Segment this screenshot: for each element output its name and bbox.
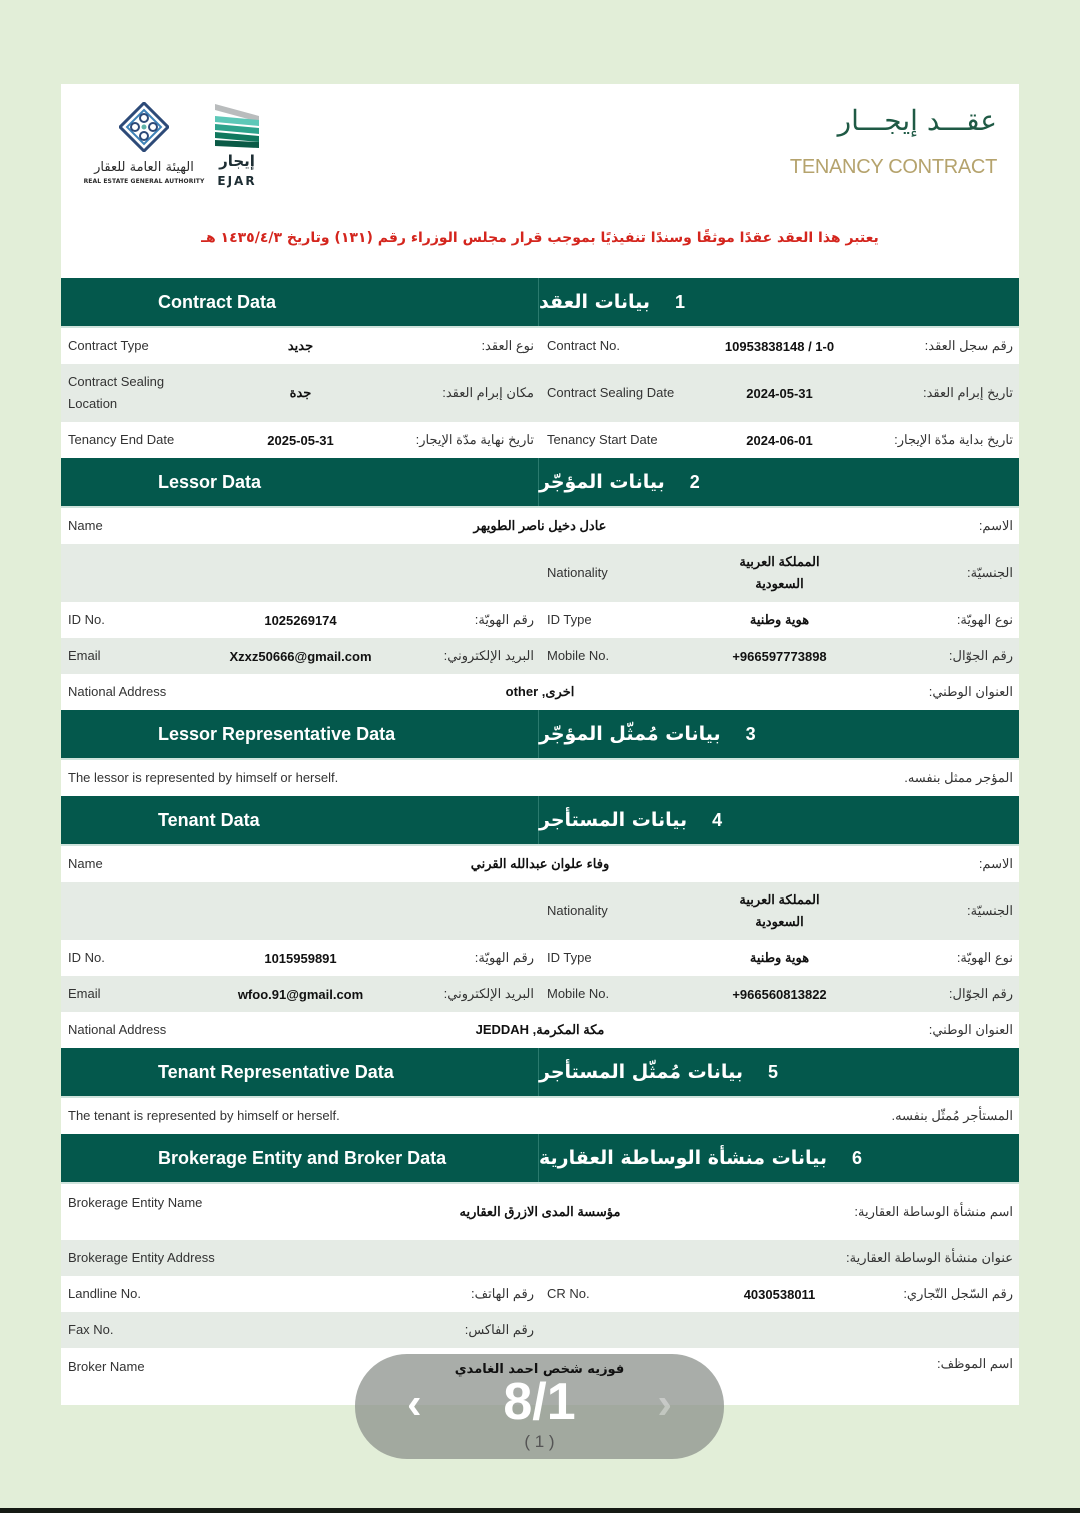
field-label-ar: اسم منشأة الوساطة العقارية: — [854, 1204, 1013, 1219]
field-label-en: Landline No. — [68, 1286, 141, 1301]
table-row — [61, 1276, 1019, 1312]
table-row — [61, 544, 1019, 602]
field-label-ar: رقم سجل العقد: — [924, 338, 1013, 353]
table-row — [61, 1312, 1019, 1348]
section-title-ar: بيانات مُمثّل المؤجّر — [539, 723, 721, 745]
lessor-mobile: +966597773898 — [732, 648, 827, 664]
field-label-ar: الجنسيّة: — [967, 565, 1013, 580]
tenant-id-type: هوية وطنية — [749, 950, 810, 965]
ejar-stripes-icon — [213, 102, 261, 150]
section-number: 3 — [745, 723, 756, 744]
section-title-en: Tenant Representative Data — [61, 1048, 539, 1096]
field-label-en: National Address — [68, 684, 167, 699]
field-label-en: Brokerage Entity Name — [68, 1195, 203, 1210]
table-row — [61, 422, 1019, 458]
field-label-en: Brokerage Entity Address — [68, 1250, 215, 1265]
table-row — [61, 674, 1019, 710]
field-label-en: Mobile No. — [547, 986, 610, 1001]
field-label-ar: العنوان الوطني: — [928, 684, 1013, 699]
section-header-tenant — [61, 796, 1019, 846]
brokerage-cr-no: 4030538011 — [743, 1286, 816, 1302]
field-label-en: Tenancy End Date — [68, 432, 175, 447]
table-row — [61, 1184, 1019, 1240]
table-row — [61, 602, 1019, 638]
brokerage-entity-name: مؤسسة المدى الازرق العقاريه — [459, 1204, 621, 1219]
field-label-ar: الاسم: — [978, 518, 1013, 533]
field-label-ar: نوع الهويّة: — [956, 950, 1013, 965]
section-title-ar: بيانات المؤجّر — [539, 471, 665, 493]
lessor-email: Xzxz50666@gmail.com — [229, 648, 372, 664]
page-navigator — [355, 1354, 724, 1459]
lessor-name: عادل دخيل ناصر الطويهر — [473, 518, 607, 533]
tenant-email: wfoo.91@gmail.com — [237, 986, 364, 1002]
field-label-en: Fax No. — [68, 1322, 114, 1337]
field-label-en: ID No. — [68, 612, 105, 627]
table-row — [61, 1098, 1019, 1134]
field-label-ar: رقم السّجل التّجاري: — [903, 1286, 1013, 1301]
page-counter: 8/1 — [503, 1373, 576, 1431]
contract-page — [61, 84, 1019, 1405]
field-label-ar: رقم الهويّة: — [474, 612, 534, 627]
field-label-ar: مكان إبرام العقد: — [442, 385, 534, 400]
field-label-en: Name — [68, 518, 103, 533]
field-label-en: Contract Sealing Location — [68, 374, 165, 411]
tenant-mobile: +966560813822 — [732, 986, 827, 1002]
table-row — [61, 882, 1019, 940]
field-label-ar: البريد الإلكتروني: — [443, 986, 534, 1001]
field-label-ar: رقم الجوّال: — [948, 986, 1013, 1001]
field-label-en: National Address — [68, 1022, 167, 1037]
representation-text-en: The lessor is represented by himself or herself. — [68, 770, 339, 785]
field-label-en: Email — [68, 986, 101, 1001]
rega-name-ar: الهيئة العامة للعقار — [94, 160, 194, 175]
representation-text-ar: المؤجر ممثل بنفسه. — [904, 770, 1013, 785]
table-row — [61, 846, 1019, 882]
title-arabic: عقـــد إيجـــار — [837, 104, 997, 137]
table-row — [61, 508, 1019, 544]
field-label-en: ID Type — [547, 612, 592, 627]
field-value: جديد — [287, 338, 314, 353]
lessor-nationality: المملكة العربية السعودية — [739, 554, 820, 591]
tenant-address: مكة المكرمة, JEDDAH — [475, 1022, 605, 1037]
section-title-en: Contract Data — [61, 278, 539, 326]
lessor-id-type: هوية وطنية — [749, 612, 810, 627]
field-value: 2024-05-31 — [746, 385, 813, 401]
ejar-name-ar: إيجار — [219, 152, 255, 170]
section-number: 4 — [712, 809, 723, 830]
section-number: 6 — [852, 1147, 863, 1168]
field-label-ar: نوع العقد: — [481, 338, 534, 353]
field-label-ar: العنوان الوطني: — [928, 1022, 1013, 1037]
table-row — [61, 760, 1019, 796]
field-label-ar: رقم الهويّة: — [474, 950, 534, 965]
section-header-tenant-rep — [61, 1048, 1019, 1098]
field-value: 2024-06-01 — [746, 432, 813, 448]
table-row — [61, 976, 1019, 1012]
section-title-en: Brokerage Entity and Broker Data — [61, 1134, 539, 1182]
section-number: 5 — [767, 1061, 778, 1082]
chevron-left-icon[interactable]: ‹ — [407, 1379, 422, 1428]
field-label-ar: تاريخ بداية مدّة الإيجار: — [894, 432, 1013, 447]
field-label-en: Email — [68, 648, 101, 663]
section-title-ar: بيانات المستأجر — [539, 809, 688, 831]
field-label-ar: تاريخ نهاية مدّة الإيجار: — [415, 432, 534, 447]
field-label-en: Name — [68, 856, 103, 871]
field-label-en: Nationality — [547, 565, 608, 580]
field-value: 10953838148 / 1-0 — [724, 338, 835, 354]
table-row — [61, 328, 1019, 364]
table-row — [61, 364, 1019, 422]
bottom-bar — [0, 1508, 1080, 1513]
tenant-name: وفاء علوان عبدالله القرني — [470, 856, 610, 871]
chevron-right-icon[interactable]: › — [657, 1379, 672, 1428]
section-header-brokerage — [61, 1134, 1019, 1184]
logos — [81, 102, 271, 192]
field-label-ar: الاسم: — [978, 856, 1013, 871]
field-value: 2025-05-31 — [267, 432, 334, 448]
field-label-en: Contract Type — [68, 338, 149, 353]
tenant-id-no: 1015959891 — [264, 950, 337, 966]
section-header-lessor-rep — [61, 710, 1019, 760]
field-label-en: ID No. — [68, 950, 105, 965]
section-header-lessor — [61, 458, 1019, 508]
ejar-name-en: EJAR — [217, 174, 257, 188]
field-label-ar: عنوان منشأة الوساطة العقارية: — [846, 1250, 1013, 1265]
field-label-en: Tenancy Start Date — [547, 432, 658, 447]
tenant-nationality: المملكة العربية السعودية — [739, 892, 820, 929]
field-label-ar: رقم الهاتف: — [471, 1286, 534, 1301]
document-header — [61, 84, 1019, 278]
field-label-ar: رقم الفاكس: — [464, 1322, 534, 1337]
section-header-contract — [61, 278, 1019, 328]
field-label-en: Contract Sealing Date — [547, 385, 675, 400]
section-title-ar: بيانات منشأة الوساطة العقارية — [539, 1147, 828, 1169]
table-row — [61, 1012, 1019, 1048]
field-label-ar: نوع الهويّة: — [956, 612, 1013, 627]
field-label-en: CR No. — [547, 1286, 590, 1301]
field-label-en: ID Type — [547, 950, 592, 965]
section-title-en: Tenant Data — [61, 796, 539, 844]
rega-name-en: REAL ESTATE GENERAL AUTHORITY — [83, 178, 205, 185]
table-row — [61, 638, 1019, 674]
page-sub-label: ( 1 ) — [524, 1432, 555, 1451]
field-label-ar: البريد الإلكتروني: — [443, 648, 534, 663]
section-title-en: Lessor Representative Data — [61, 710, 539, 758]
table-row — [61, 1240, 1019, 1276]
rega-diamond-icon — [119, 102, 169, 152]
representation-text-en: The tenant is represented by himself or herself. — [68, 1108, 340, 1123]
field-label-en: Contract No. — [547, 338, 620, 353]
table-row — [61, 940, 1019, 976]
field-label-en: Mobile No. — [547, 648, 610, 663]
representation-text-ar: المستأجر مُمثّل بنفسه. — [891, 1108, 1013, 1123]
title-english: TENANCY CONTRACT — [789, 156, 997, 178]
field-label-ar: الجنسيّة: — [967, 903, 1013, 918]
field-value: جدة — [289, 385, 312, 400]
section-title-ar: بيانات مُمثّل المستأجر — [539, 1061, 743, 1083]
section-title-en: Lessor Data — [61, 458, 539, 506]
rega-logo — [81, 102, 211, 192]
field-label-en: Broker Name — [68, 1359, 145, 1374]
field-label-ar: تاريخ إبرام العقد: — [922, 385, 1013, 400]
legal-notice: يعتبر هذا العقد عقدًا موثقًا وسندًا تنفيذيًا بموجب قرار مجلس الوزراء رقم (١٣١) وتاريخ ١٤٣٥/٤/٣ هـ — [201, 230, 879, 246]
field-label-ar: رقم الجوّال: — [948, 648, 1013, 663]
field-label-en: Nationality — [547, 903, 608, 918]
field-label-ar: اسم الموظف: — [937, 1356, 1013, 1371]
section-number: 2 — [689, 471, 700, 492]
section-number: 1 — [675, 291, 686, 312]
broker-name: فوزيه شخص احمد الغامدي — [454, 1362, 625, 1377]
section-title-ar: بيانات العقد — [539, 291, 651, 313]
lessor-id-no: 1025269174 — [264, 612, 337, 628]
ejar-logo — [213, 102, 265, 192]
lessor-address: اخرى, other — [505, 684, 575, 699]
